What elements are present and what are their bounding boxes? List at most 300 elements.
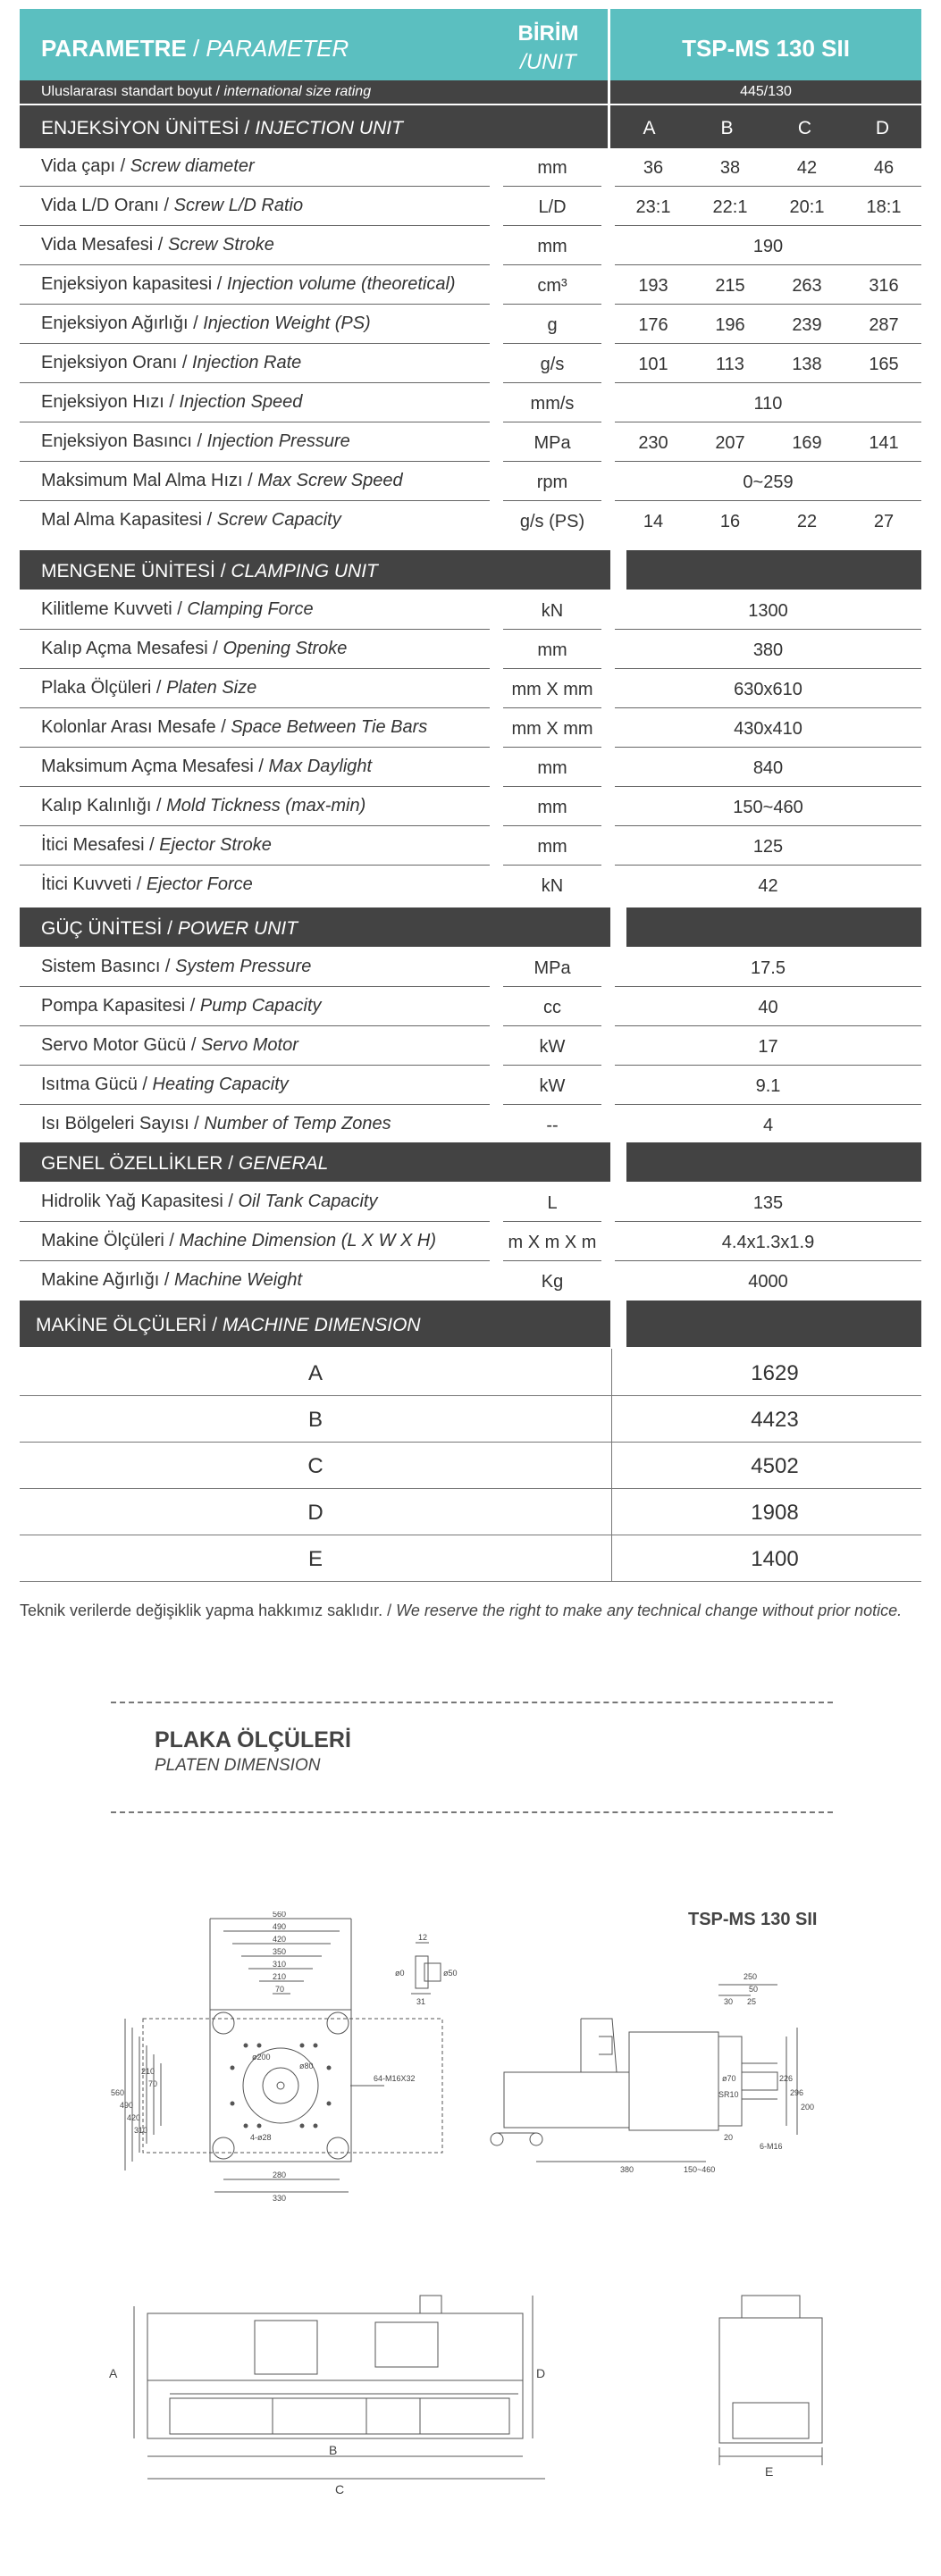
injection-row-label-en: Screw L/D Ratio: [173, 196, 304, 215]
machine-label-a: A: [109, 2366, 118, 2380]
power-row-divider: [615, 1065, 921, 1066]
clamping-row-label-tr: Plaka Ölçüleri /: [41, 678, 162, 698]
general-row-unit: L: [547, 1193, 558, 1213]
injection-row-label: [41, 275, 456, 293]
dim-side-250: 250: [744, 1972, 758, 1981]
clamping-row-unit: kN: [541, 601, 564, 621]
clamping-row-divider: [615, 865, 921, 866]
injection-row-value: 42: [796, 158, 818, 178]
power-row-unit: --: [546, 1116, 559, 1135]
power-row-label: [41, 958, 311, 975]
power-row-divider: [615, 1104, 921, 1105]
dim-side-sr10: SR10: [718, 2090, 739, 2099]
general-row-divider: [503, 1221, 601, 1222]
general-row-value: 135: [752, 1193, 784, 1213]
clamping-row-divider: [503, 707, 601, 708]
injection-row-unit: g: [547, 315, 558, 335]
injection-row-label-en: Injection Weight (PS): [203, 314, 371, 333]
general-row-label: [41, 1271, 302, 1289]
general-row-label-en: Machine Weight: [173, 1270, 303, 1290]
general-row-divider: [615, 1221, 921, 1222]
general-row-divider: [615, 1260, 921, 1261]
fixed-platen: [629, 2032, 718, 2130]
injection-row-unit: g/s (PS): [519, 512, 585, 531]
general-row-divider: [20, 1221, 490, 1222]
clamping-row-value: 150~460: [733, 798, 803, 817]
dimension-key: C: [307, 1454, 323, 1478]
dim-h-70: 70: [148, 2079, 158, 2088]
general-row-label: [41, 1232, 436, 1250]
size-row-label-en: international size rating: [223, 84, 372, 99]
clamping-row-label-en: Mold Tickness (max-min): [166, 796, 366, 815]
injection-row-label-en: Max Screw Speed: [257, 471, 403, 490]
clamping-row-label: [41, 640, 347, 657]
power-row-unit: MPa: [534, 958, 571, 978]
injection-row-unit: MPa: [534, 433, 571, 453]
injection-row-unit: cm³: [537, 276, 567, 296]
platen-title-tr: PLAKA ÖLÇÜLERİ: [155, 1727, 351, 1752]
injection-row-value: 239: [792, 315, 822, 335]
clamping-row-value: 630x610: [734, 680, 802, 699]
injection-row-label: [41, 511, 341, 529]
injection-row-label: [41, 393, 302, 411]
injection-row-label-tr: Mal Alma Kapasitesi /: [41, 510, 213, 530]
injection-row-divider: [20, 186, 490, 187]
clamping-title-tr: MENGENE ÜNİTESİ /: [41, 561, 226, 581]
injection-row-label-tr: Enjeksiyon kapasitesi /: [41, 274, 223, 294]
injection-row-value: 176: [638, 315, 668, 335]
general-section-header: [20, 1142, 921, 1182]
dim-w-210: 210: [273, 1972, 287, 1981]
clamping-row-divider: [20, 707, 490, 708]
clamping-row-unit: mm: [537, 640, 567, 660]
power-row-divider: [20, 1065, 490, 1066]
size-row-value-cell: [610, 80, 921, 104]
injection-row-label-en: Screw Stroke: [167, 235, 274, 255]
dimension-value: 1400: [751, 1547, 799, 1571]
injection-row-value: 23:1: [635, 197, 671, 217]
injection-row-label: [41, 157, 255, 175]
injection-row-unit: mm/s: [530, 394, 575, 414]
general-row-label-tr: Makine Ölçüleri /: [41, 1231, 174, 1250]
clamping-row-label-en: Ejector Stroke: [159, 835, 272, 855]
tie-bar-hole-tl: [213, 2012, 234, 2034]
injection-row-value: 165: [869, 355, 899, 374]
dim-h-560: 560: [111, 2088, 125, 2097]
injection-row-label-en: Injection Speed: [179, 392, 303, 412]
size-row-label-tr: Uluslararası standart boyut /: [41, 84, 221, 99]
dim-h-310: 310: [134, 2126, 148, 2135]
dim-w-70: 70: [275, 1985, 285, 1994]
dim-side-25: 25: [747, 1997, 757, 2006]
clamping-row-divider: [615, 629, 921, 630]
machine-label-d: D: [536, 2366, 546, 2380]
injection-row-label-tr: Maksimum Mal Alma Hızı /: [41, 471, 253, 490]
injection-row-divider: [20, 461, 490, 462]
general-row-label-en: Oil Tank Capacity: [238, 1192, 378, 1211]
dimension-column-divider: [611, 1349, 612, 1395]
injection-section-header: [20, 105, 608, 148]
injection-row-label-tr: Enjeksiyon Hızı /: [41, 392, 174, 412]
injection-row-value: 215: [715, 276, 745, 296]
dimension-key: E: [307, 1547, 323, 1571]
clamping-row-label: [41, 836, 272, 854]
clamping-row-label-tr: Maksimum Açma Mesafesi /: [41, 757, 264, 776]
header-model-cell: [610, 9, 921, 80]
injection-row-value: 316: [869, 276, 899, 296]
dim-side-6m16: 6-M16: [760, 2142, 783, 2151]
dim-side-30: 30: [724, 1997, 734, 2006]
header-unit-tr: BİRİM: [517, 21, 579, 46]
dimension-key: A: [307, 1361, 323, 1385]
injection-row-value: 22:1: [712, 197, 748, 217]
general-row-divider: [20, 1260, 490, 1261]
power-row-unit: cc: [543, 998, 561, 1017]
injection-row-divider: [20, 500, 490, 501]
header-param-title: [41, 35, 349, 63]
injection-col-a: A: [643, 118, 656, 138]
dimension-row: [20, 1442, 921, 1489]
injection-row-value: 22: [796, 512, 818, 531]
injection-row-divider: [20, 382, 490, 383]
disclaimer-note: [20, 1602, 902, 1620]
platen-outer-dash: [143, 2019, 442, 2153]
dim-side-296: 296: [790, 2088, 804, 2097]
general-row-divider: [503, 1260, 601, 1261]
injection-row-divider: [20, 225, 490, 226]
dim-side-o70: ø70: [722, 2074, 736, 2083]
dimension-value: 1908: [751, 1501, 799, 1525]
clamping-row-divider: [503, 747, 601, 748]
general-row-label-tr: Makine Ağırlığı /: [41, 1270, 170, 1290]
injection-row-value: 18:1: [866, 197, 902, 217]
clamping-row-divider: [503, 825, 601, 826]
injection-row-divider: [503, 304, 601, 305]
clamping-row-label-tr: Kalıp Açma Mesafesi /: [41, 639, 218, 658]
tie-bar-hole-bl: [213, 2137, 234, 2159]
dim-diam-80: ø80: [299, 2062, 314, 2070]
dim-w-350: 350: [273, 1947, 287, 1956]
center-hole: [263, 2068, 298, 2103]
power-title-tr: GÜÇ ÜNİTESİ /: [41, 918, 173, 939]
dimension-title-en: MACHINE DIMENSION: [222, 1315, 421, 1335]
clamping-row-label-en: Opening Stroke: [223, 639, 348, 658]
dim-h-490: 490: [120, 2101, 134, 2110]
injection-row-divider: [20, 264, 490, 265]
power-row-divider: [503, 986, 601, 987]
dim-side-stroke: 150~460: [684, 2165, 716, 2174]
dimension-section-header: [20, 1301, 921, 1347]
dim-side-200: 200: [801, 2103, 815, 2112]
injection-row-label-tr: Vida Mesafesi /: [41, 235, 164, 255]
injection-row-divider: [615, 264, 921, 265]
side-platen-drawing: [483, 1965, 858, 2197]
dim-h-420: 420: [127, 2113, 141, 2122]
injection-row-divider: [503, 382, 601, 383]
clamping-row-label-en: Platen Size: [166, 678, 257, 698]
clamping-row-divider: [503, 629, 601, 630]
injection-row-value: 230: [638, 433, 668, 453]
injection-row-divider: [615, 186, 921, 187]
header-param-tr: PARAMETRE: [41, 35, 187, 62]
injection-cols-header: [610, 105, 921, 148]
injection-row-divider: [503, 461, 601, 462]
dim-nozzle-o0: ø0: [395, 1969, 405, 1978]
injection-row-label: [41, 314, 371, 332]
injection-row-divider: [20, 304, 490, 305]
clamping-row-divider: [503, 865, 601, 866]
injection-row-divider: [20, 343, 490, 344]
dim-side-380: 380: [620, 2165, 634, 2174]
note-tr: Teknik verilerde değişiklik yapma hakkımız saklıdır. /: [20, 1602, 392, 1619]
injection-row-divider: [503, 264, 601, 265]
clamping-row-divider: [615, 825, 921, 826]
injection-row-value: 207: [715, 433, 745, 453]
dim-holes: 4-ø28: [250, 2133, 272, 2142]
general-row-label-tr: Hidrolik Yağ Kapasitesi /: [41, 1192, 233, 1211]
power-row-label: [41, 997, 322, 1015]
power-row-label-tr: Pompa Kapasitesi /: [41, 996, 196, 1016]
power-row-label: [41, 1075, 289, 1093]
header-model: TSP-MS 130 SII: [682, 35, 850, 62]
injection-row-label-en: Screw Capacity: [216, 510, 341, 530]
injection-row-divider: [615, 461, 921, 462]
clamping-row-divider: [615, 707, 921, 708]
general-row-unit: Kg: [541, 1272, 564, 1292]
injection-title-en: INJECTION UNIT: [255, 118, 403, 138]
dim-nozzle-31: 31: [416, 1997, 426, 2006]
dim-h-210: 210: [141, 2067, 155, 2076]
dim-bottom-280: 280: [273, 2170, 287, 2179]
injection-row-value: 190: [752, 237, 784, 256]
power-row-label-en: Heating Capacity: [152, 1075, 289, 1094]
clamping-row-label-tr: İtici Mesafesi /: [41, 835, 155, 855]
platen-arm: [581, 2019, 617, 2072]
injection-row-value: 141: [869, 433, 899, 453]
clamping-row-value: 380: [752, 640, 784, 660]
dim-side-50: 50: [749, 1985, 759, 1994]
power-row-divider: [503, 1104, 601, 1105]
power-row-divider: [503, 1065, 601, 1066]
injection-title-tr: ENJEKSİYON ÜNİTESİ /: [41, 118, 250, 138]
clamping-row-label-en: Max Daylight: [268, 757, 373, 776]
injection-row-label-tr: Enjeksiyon Basıncı /: [41, 431, 203, 451]
clamping-row-label: [41, 757, 372, 775]
clamping-row-divider: [503, 668, 601, 669]
general-row-label-en: Machine Dimension (L X W X H): [179, 1231, 436, 1250]
general-title-tr: GENEL ÖZELLİKLER /: [41, 1153, 234, 1174]
injection-col-b: B: [720, 118, 734, 138]
injection-row-divider: [615, 304, 921, 305]
general-row-value: 4000: [748, 1272, 788, 1292]
injection-row-label: [41, 197, 303, 214]
dimension-value: 4423: [751, 1408, 799, 1432]
header-unit-en: /UNIT: [520, 50, 576, 74]
general-row-unit: m X m X m: [508, 1233, 597, 1252]
dimension-value: 1629: [751, 1361, 799, 1385]
dimension-column-divider: [611, 1442, 612, 1488]
tie-bar-hole-tr: [327, 2012, 349, 2034]
clamping-row-label-en: Ejector Force: [146, 874, 253, 894]
clamping-row-label: [41, 797, 365, 815]
power-row-label-en: System Pressure: [175, 957, 312, 976]
injection-row-value: 263: [792, 276, 822, 296]
power-row-unit: kW: [539, 1076, 566, 1096]
dashed-divider-top: [111, 1702, 833, 1703]
clamping-row-divider: [615, 747, 921, 748]
clamping-row-unit: mm: [537, 798, 567, 817]
power-row-value: 17: [758, 1037, 778, 1057]
injection-row-label: [41, 354, 301, 372]
dim-nozzle-12: 12: [418, 1933, 428, 1942]
dimension-row: [20, 1395, 921, 1443]
dashed-divider-bottom: [111, 1811, 833, 1813]
platen-outline: [210, 2010, 351, 2162]
injection-row-label-tr: Vida çapı /: [41, 156, 126, 176]
dimension-title-tr: MAKİNE ÖLÇÜLERİ /: [36, 1315, 218, 1335]
dim-w-490: 490: [273, 1922, 287, 1931]
clamping-row-divider: [615, 786, 921, 787]
clamping-row-divider: [20, 825, 490, 826]
drawing-model: TSP-MS 130 SII: [688, 1910, 818, 1929]
injection-row-divider: [503, 500, 601, 501]
power-row-value: 4: [762, 1116, 774, 1135]
injection-row-label-tr: Enjeksiyon Ağırlığı /: [41, 314, 198, 333]
clamping-row-label-tr: Kalıp Kalınlığı /: [41, 796, 162, 815]
dim-diam-200: ø200: [252, 2053, 271, 2062]
dimension-row: [20, 1488, 921, 1535]
injection-row-value: 46: [873, 158, 895, 178]
dimension-row: [20, 1349, 921, 1396]
dimension-value: 4502: [751, 1454, 799, 1478]
power-row-label: [41, 1115, 391, 1133]
clamping-row-label-en: Clamping Force: [187, 599, 314, 619]
injection-col-c: C: [797, 118, 812, 138]
injection-row-value: 287: [869, 315, 899, 335]
power-row-value: 40: [758, 998, 778, 1017]
power-row-label-tr: Sistem Basıncı /: [41, 957, 171, 976]
injection-row-value: 110: [753, 394, 783, 414]
moving-platen: [504, 2072, 629, 2128]
power-row-divider: [20, 986, 490, 987]
power-row-divider: [503, 1025, 601, 1026]
power-row-label-en: Number of Temp Zones: [204, 1114, 391, 1133]
header-unit-cell: [489, 9, 608, 80]
dim-w-420: 420: [273, 1935, 287, 1944]
header-param-cell: [20, 9, 489, 80]
injection-row-value: 101: [638, 355, 668, 374]
clamping-row-label: [41, 679, 256, 697]
injection-col-d: D: [875, 118, 890, 138]
clamping-row-divider: [615, 668, 921, 669]
injection-row-unit: L/D: [538, 197, 567, 217]
power-row-label-en: Pump Capacity: [199, 996, 322, 1016]
injection-row-divider: [503, 343, 601, 344]
dim-side-20: 20: [724, 2133, 734, 2142]
clamping-row-label-tr: İtici Kuvveti /: [41, 874, 142, 894]
injection-row-label: [41, 472, 403, 489]
dim-side-226: 226: [779, 2074, 794, 2083]
injection-row-divider: [615, 382, 921, 383]
clamping-row-label: [41, 600, 314, 618]
injection-row-label-tr: Vida L/D Oranı /: [41, 196, 170, 215]
size-row-value: 445/130: [740, 84, 792, 99]
dimension-key: B: [307, 1408, 323, 1432]
injection-row-value: 27: [873, 512, 895, 531]
power-row-label-tr: Isı Bölgeleri Sayısı /: [41, 1114, 199, 1133]
injection-row-label-en: Injection Pressure: [206, 431, 350, 451]
injection-row-label-en: Screw diameter: [130, 156, 255, 176]
clamping-row-divider: [503, 786, 601, 787]
general-title-en: GENERAL: [238, 1153, 329, 1174]
power-row-divider: [615, 986, 921, 987]
dim-nozzle-o50: ø50: [443, 1969, 458, 1978]
clamping-row-divider: [20, 668, 490, 669]
clamping-row-unit: mm: [537, 837, 567, 857]
clamping-row-label-tr: Kilitleme Kuvveti /: [41, 599, 182, 619]
tie-bar-hole-br: [327, 2137, 349, 2159]
header-param-sep: /: [186, 35, 206, 62]
clamping-row-value: 1300: [748, 601, 788, 621]
power-row-unit: kW: [539, 1037, 566, 1057]
clamping-row-value: 430x410: [734, 719, 802, 739]
injection-row-divider: [503, 225, 601, 226]
clamping-row-unit: mm: [537, 758, 567, 778]
power-row-divider: [20, 1104, 490, 1105]
injection-row-label-tr: Enjeksiyon Oranı /: [41, 353, 188, 372]
injection-row-value: 0~259: [743, 473, 794, 492]
dim-w-560: 560: [273, 1911, 287, 1919]
clamping-row-divider: [20, 747, 490, 748]
injection-row-value: 16: [719, 512, 741, 531]
clamping-title-en: CLAMPING UNIT: [231, 561, 378, 581]
front-platen-drawing: [89, 1911, 474, 2215]
injection-row-value: 20:1: [789, 197, 825, 217]
clamping-row-label: [41, 718, 427, 736]
injection-row-divider: [615, 225, 921, 226]
size-row-label-cell: [20, 80, 608, 104]
injection-row-label-en: Injection Rate: [191, 353, 302, 372]
power-title-en: POWER UNIT: [177, 918, 298, 939]
injection-row-value: 113: [716, 355, 744, 374]
clamping-row-divider: [20, 629, 490, 630]
machine-side-view-drawing: [98, 2287, 581, 2501]
machine-end-body: [719, 2318, 822, 2443]
machine-label-c: C: [335, 2482, 345, 2497]
injection-row-label: [41, 432, 350, 450]
clamping-row-divider: [20, 865, 490, 866]
power-section-header: [20, 907, 921, 947]
dimension-row: [20, 1535, 921, 1582]
injection-row-unit: mm: [537, 237, 567, 256]
power-row-divider: [615, 1025, 921, 1026]
platen-title-en: PLATEN DIMENSION: [155, 1756, 321, 1775]
clamping-row-value: 125: [752, 837, 784, 857]
machine-end-view-drawing: [706, 2287, 840, 2501]
injection-row-label: [41, 236, 274, 254]
power-row-label-tr: Servo Motor Gücü /: [41, 1035, 197, 1055]
injection-row-divider: [503, 186, 601, 187]
safety-window: [255, 2321, 317, 2374]
power-row-value: 17.5: [751, 958, 786, 978]
dimension-column-divider: [611, 1395, 612, 1442]
clamping-row-label-tr: Kolonlar Arası Mesafe /: [41, 717, 226, 737]
dim-w-310: 310: [273, 1960, 287, 1969]
header-param-en: PARAMETER: [206, 35, 349, 62]
injection-row-value: 38: [719, 158, 741, 178]
dim-bottom-330: 330: [273, 2194, 287, 2203]
injection-row-value: 138: [792, 355, 822, 374]
